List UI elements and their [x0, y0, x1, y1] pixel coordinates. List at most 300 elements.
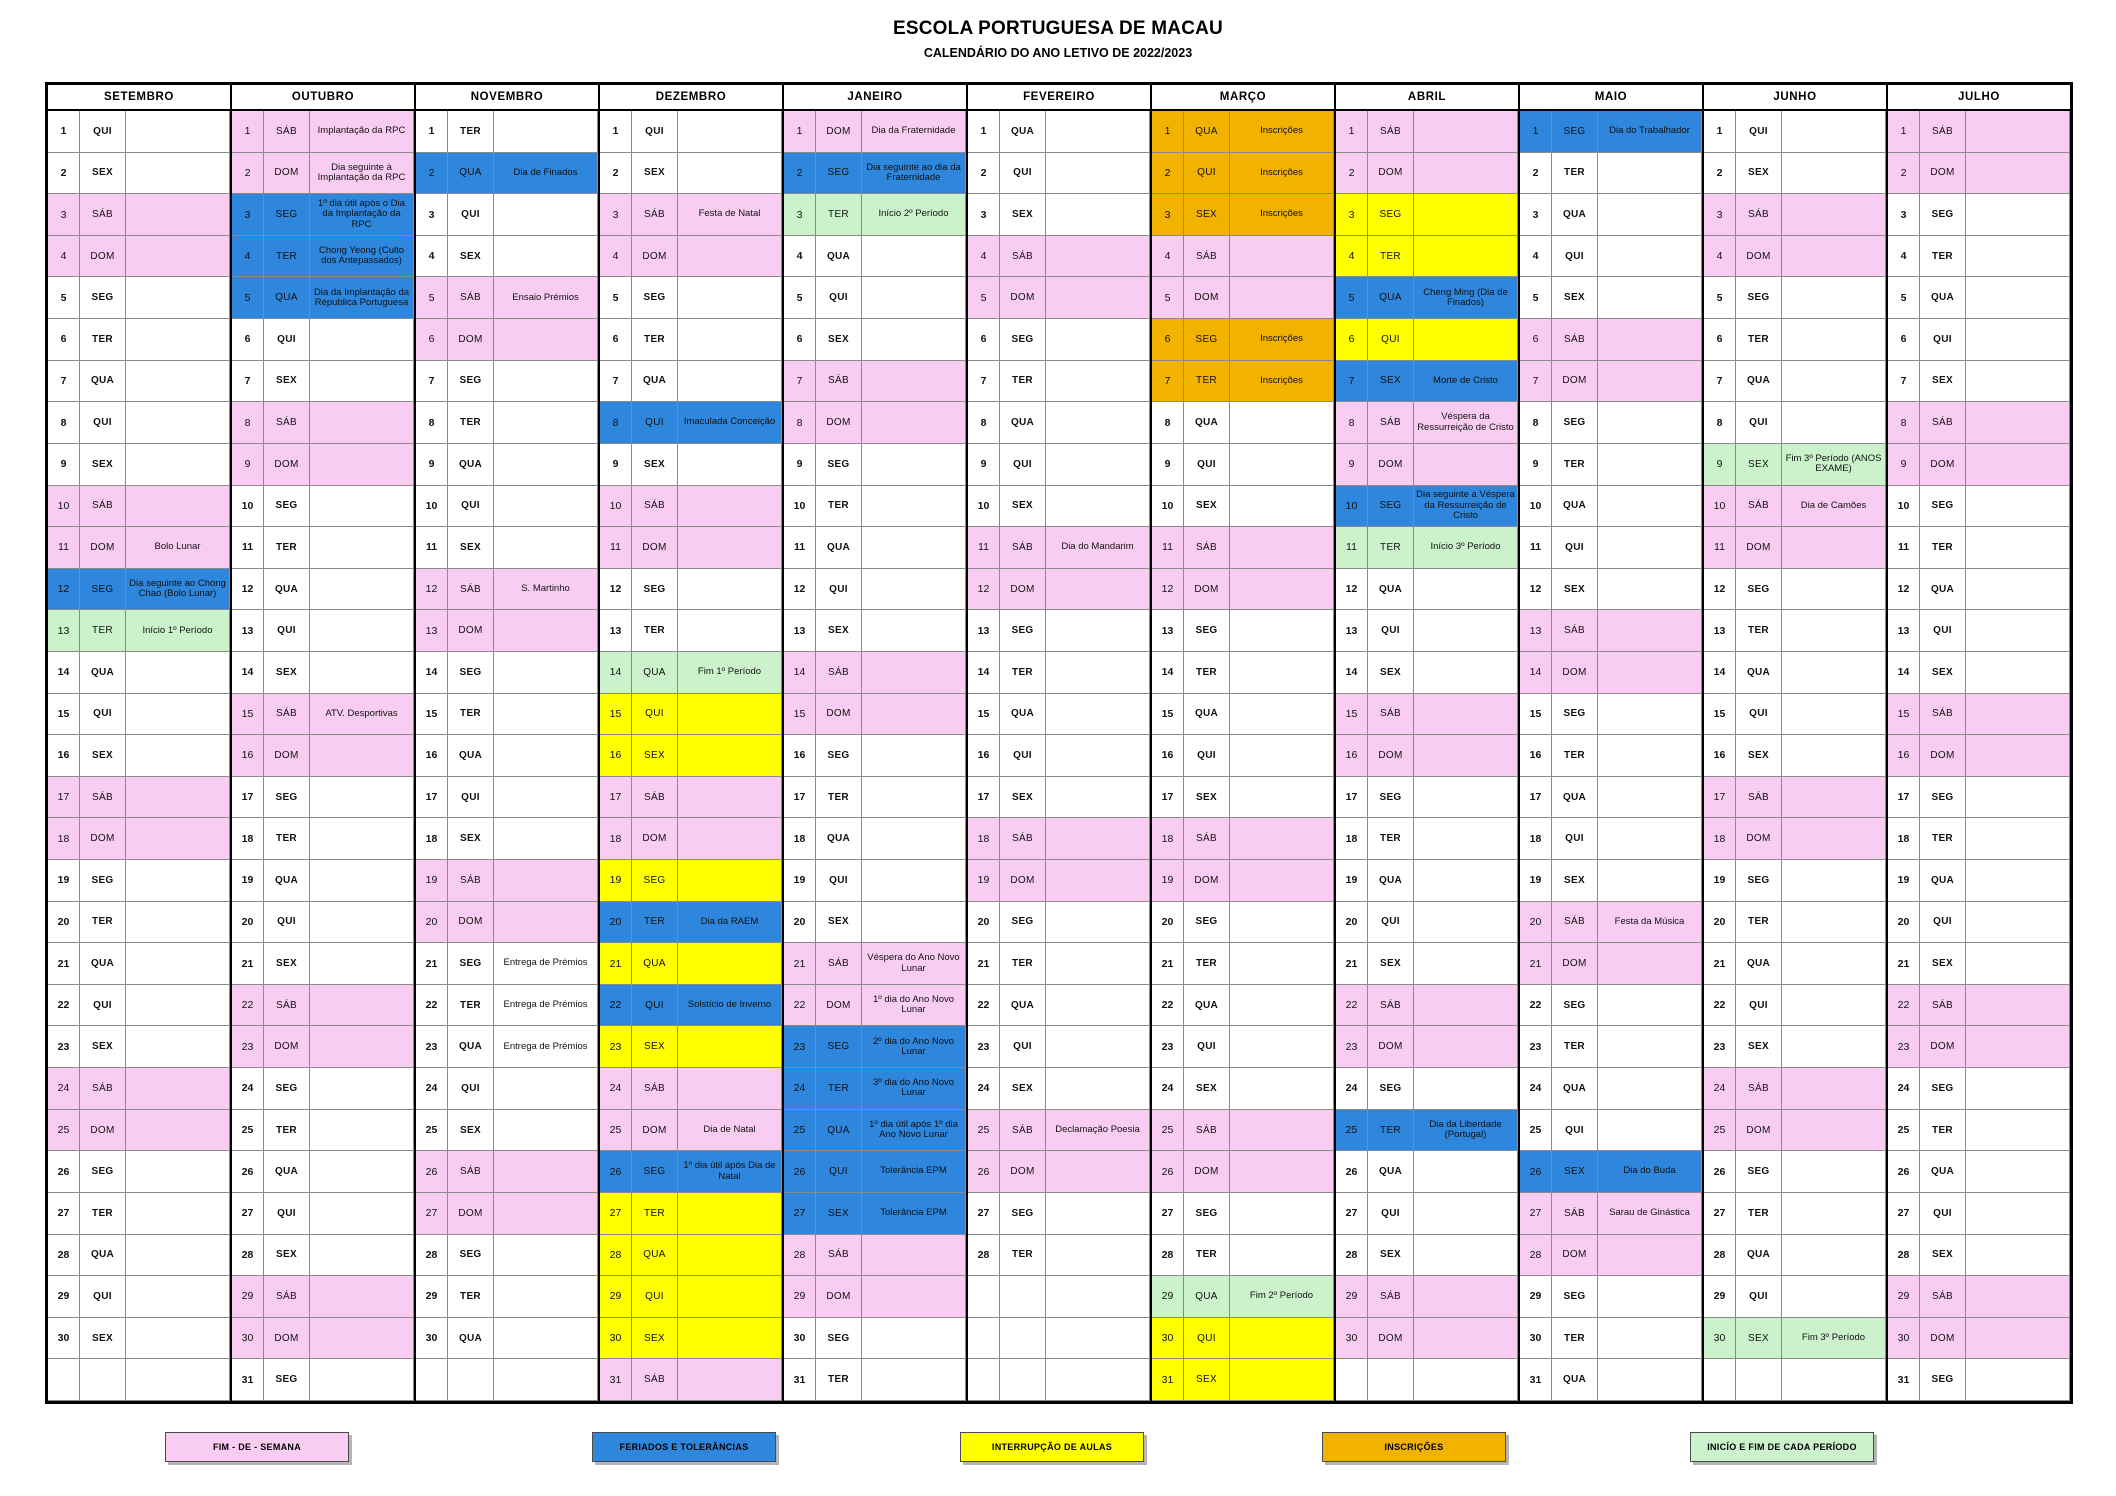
day-number-cell: 23 — [1336, 1026, 1368, 1068]
day-number-cell: 24 — [1520, 1068, 1552, 1110]
day-number-cell: 11 — [416, 527, 448, 569]
day-number-cell: 6 — [600, 319, 632, 361]
day-number-cell: 28 — [600, 1235, 632, 1277]
note-cell: Ensaio Prémios — [494, 277, 598, 319]
note-cell — [126, 902, 230, 944]
weekday-cell: DOM — [80, 236, 126, 278]
day-number-cell: 6 — [784, 319, 816, 361]
day-number-cell: 18 — [784, 818, 816, 860]
day-number-cell: 19 — [1704, 860, 1736, 902]
day-number-cell: 25 — [968, 1110, 1000, 1152]
day-number-cell: 20 — [968, 902, 1000, 944]
weekday-cell: SÁB — [1736, 777, 1782, 819]
day-number-cell: 14 — [1336, 652, 1368, 694]
weekday-cell: SEX — [816, 610, 862, 652]
note-cell — [1598, 1359, 1702, 1401]
weekday-cell: DOM — [1920, 1318, 1966, 1360]
weekday-cell: SEX — [1736, 735, 1782, 777]
day-number-cell: 1 — [232, 111, 264, 153]
note-cell — [1598, 153, 1702, 195]
weekday-cell: SEG — [816, 1318, 862, 1360]
weekday-cell: TER — [1736, 1193, 1782, 1235]
day-number-cell — [968, 1359, 1000, 1401]
weekday-cell: SEG — [1552, 111, 1598, 153]
note-cell — [1414, 1068, 1518, 1110]
weekday-cell: SEG — [1368, 777, 1414, 819]
note-cell — [126, 236, 230, 278]
day-number-cell: 27 — [48, 1193, 80, 1235]
day-number-cell: 19 — [1152, 860, 1184, 902]
weekday-cell: SEG — [816, 153, 862, 195]
weekday-cell: QUA — [1736, 1235, 1782, 1277]
weekday-cell: DOM — [816, 1276, 862, 1318]
note-cell — [1414, 1235, 1518, 1277]
note-cell — [494, 652, 598, 694]
note-cell — [678, 277, 782, 319]
note-cell — [494, 1193, 598, 1235]
day-number-cell: 28 — [968, 1235, 1000, 1277]
note-cell — [1598, 1068, 1702, 1110]
note-cell — [862, 402, 966, 444]
day-number-cell: 28 — [1520, 1235, 1552, 1277]
note-cell: Dia de Finados — [494, 153, 598, 195]
day-number-cell: 10 — [1888, 486, 1920, 528]
note-cell — [678, 735, 782, 777]
weekday-cell: QUA — [1920, 277, 1966, 319]
weekday-cell: DOM — [264, 153, 310, 195]
weekday-cell: DOM — [1184, 860, 1230, 902]
day-number-cell: 30 — [1704, 1318, 1736, 1360]
weekday-cell: SÁB — [632, 1068, 678, 1110]
note-cell — [1598, 735, 1702, 777]
day-number-cell: 25 — [416, 1110, 448, 1152]
note-cell — [1966, 735, 2070, 777]
note-cell: Inscrições — [1230, 153, 1334, 195]
day-number-cell: 16 — [232, 735, 264, 777]
weekday-cell: QUA — [1368, 277, 1414, 319]
note-cell — [1782, 818, 1886, 860]
weekday-cell: DOM — [264, 1318, 310, 1360]
note-cell — [1230, 1318, 1334, 1360]
weekday-cell: SEX — [264, 652, 310, 694]
day-number-cell: 7 — [1888, 361, 1920, 403]
note-cell — [1414, 111, 1518, 153]
day-number-cell: 1 — [1152, 111, 1184, 153]
weekday-cell: DOM — [448, 902, 494, 944]
weekday-cell: DOM — [1368, 1026, 1414, 1068]
day-number-cell: 23 — [416, 1026, 448, 1068]
day-number-cell: 7 — [1336, 361, 1368, 403]
day-number-cell: 19 — [968, 860, 1000, 902]
note-cell — [1966, 569, 2070, 611]
weekday-cell: TER — [816, 777, 862, 819]
month-novembro — [416, 85, 600, 1401]
note-cell — [1414, 943, 1518, 985]
weekday-cell: TER — [816, 1068, 862, 1110]
weekday-cell: QUI — [1368, 610, 1414, 652]
weekday-cell: SÁB — [1368, 1276, 1414, 1318]
note-cell — [1046, 153, 1150, 195]
note-cell: Fim 3º Período — [1782, 1318, 1886, 1360]
day-number-cell: 9 — [48, 444, 80, 486]
weekday-cell: TER — [448, 1276, 494, 1318]
weekday-cell: SEG — [448, 361, 494, 403]
note-cell: Implantação da RPC — [310, 111, 414, 153]
weekday-cell: SÁB — [1736, 194, 1782, 236]
day-number-cell: 24 — [1336, 1068, 1368, 1110]
note-cell — [494, 1068, 598, 1110]
weekday-cell: QUI — [1736, 694, 1782, 736]
day-number-cell: 23 — [48, 1026, 80, 1068]
note-cell — [1782, 735, 1886, 777]
note-cell — [1966, 319, 2070, 361]
note-cell — [1046, 735, 1150, 777]
day-number-cell: 19 — [600, 860, 632, 902]
day-number-cell: 4 — [416, 236, 448, 278]
weekday-cell: QUI — [448, 777, 494, 819]
note-cell — [1414, 652, 1518, 694]
day-number-cell: 24 — [48, 1068, 80, 1110]
weekday-cell: SEG — [816, 1026, 862, 1068]
note-cell: Entrega de Prémios — [494, 1026, 598, 1068]
note-cell — [1230, 486, 1334, 528]
day-number-cell: 22 — [784, 985, 816, 1027]
weekday-cell: DOM — [1552, 1235, 1598, 1277]
page-title: ESCOLA PORTUGUESA DE MACAU — [893, 18, 1223, 39]
weekday-cell: DOM — [1736, 527, 1782, 569]
note-cell — [1230, 902, 1334, 944]
note-cell — [310, 402, 414, 444]
weekday-cell: QUI — [816, 569, 862, 611]
weekday-cell: SÁB — [1736, 1068, 1782, 1110]
note-cell — [310, 319, 414, 361]
note-cell: Dia de Natal — [678, 1110, 782, 1152]
day-number-cell: 15 — [48, 694, 80, 736]
day-number-cell: 6 — [1520, 319, 1552, 361]
weekday-cell: QUA — [1184, 111, 1230, 153]
day-number-cell: 29 — [1336, 1276, 1368, 1318]
note-cell — [1414, 818, 1518, 860]
day-number-cell: 24 — [1704, 1068, 1736, 1110]
day-number-cell: 30 — [1336, 1318, 1368, 1360]
weekday-cell: QUI — [1184, 444, 1230, 486]
day-number-cell: 25 — [1520, 1110, 1552, 1152]
weekday-cell: SEX — [264, 361, 310, 403]
note-cell — [1046, 194, 1150, 236]
note-cell — [862, 818, 966, 860]
weekday-cell: DOM — [80, 1110, 126, 1152]
weekday-cell: TER — [1736, 902, 1782, 944]
note-cell: Solstício de Inverno — [678, 985, 782, 1027]
day-number-cell: 27 — [968, 1193, 1000, 1235]
weekday-cell: DOM — [632, 236, 678, 278]
day-number-cell: 28 — [48, 1235, 80, 1277]
day-number-cell: 16 — [784, 735, 816, 777]
weekday-cell: SÁB — [1552, 1193, 1598, 1235]
day-number-cell: 19 — [1888, 860, 1920, 902]
weekday-cell: QUA — [632, 943, 678, 985]
weekday-cell: QUA — [1368, 1151, 1414, 1193]
day-number-cell: 10 — [48, 486, 80, 528]
day-number-cell: 30 — [416, 1318, 448, 1360]
note-cell — [126, 1026, 230, 1068]
note-cell — [1966, 153, 2070, 195]
note-cell — [1046, 610, 1150, 652]
weekday-cell: DOM — [1920, 153, 1966, 195]
weekday-cell: SEX — [1736, 444, 1782, 486]
day-number-cell: 22 — [968, 985, 1000, 1027]
note-cell — [1414, 319, 1518, 361]
weekday-cell: SEX — [1184, 1359, 1230, 1401]
day-number-cell: 4 — [232, 236, 264, 278]
note-cell — [1782, 569, 1886, 611]
day-number-cell: 1 — [1888, 111, 1920, 153]
weekday-cell: SEG — [80, 569, 126, 611]
note-cell — [1046, 444, 1150, 486]
day-number-cell: 26 — [416, 1151, 448, 1193]
note-cell — [494, 1235, 598, 1277]
note-cell — [310, 860, 414, 902]
day-number-cell: 25 — [1152, 1110, 1184, 1152]
note-cell — [126, 1068, 230, 1110]
day-number-cell: 18 — [416, 818, 448, 860]
day-number-cell: 1 — [416, 111, 448, 153]
day-number-cell: 12 — [968, 569, 1000, 611]
weekday-cell: SÁB — [264, 985, 310, 1027]
month-header: DEZEMBRO — [600, 85, 782, 111]
day-number-cell: 16 — [600, 735, 632, 777]
day-number-cell: 24 — [1152, 1068, 1184, 1110]
note-cell — [1782, 1068, 1886, 1110]
weekday-cell: QUI — [80, 402, 126, 444]
note-cell — [1966, 444, 2070, 486]
weekday-cell: QUI — [264, 319, 310, 361]
weekday-cell: QUA — [1552, 194, 1598, 236]
weekday-cell: SEX — [1184, 194, 1230, 236]
weekday-cell: SEG — [1368, 1068, 1414, 1110]
note-cell — [1230, 818, 1334, 860]
weekday-cell: SEX — [448, 1110, 494, 1152]
day-number-cell: 5 — [48, 277, 80, 319]
weekday-cell: QUI — [1920, 902, 1966, 944]
weekday-cell: SEX — [1184, 1068, 1230, 1110]
note-cell — [126, 1151, 230, 1193]
day-number-cell: 28 — [416, 1235, 448, 1277]
note-cell — [1966, 111, 2070, 153]
day-number-cell — [968, 1318, 1000, 1360]
weekday-cell: QUA — [448, 1318, 494, 1360]
note-cell — [1046, 985, 1150, 1027]
note-cell — [1414, 777, 1518, 819]
weekday-cell: TER — [632, 319, 678, 361]
note-cell: Morte de Cristo — [1414, 361, 1518, 403]
weekday-cell: QUI — [1184, 1026, 1230, 1068]
day-number-cell: 11 — [1704, 527, 1736, 569]
note-cell — [1782, 1026, 1886, 1068]
note-cell — [678, 694, 782, 736]
day-number-cell: 15 — [1520, 694, 1552, 736]
weekday-cell: QUI — [1368, 902, 1414, 944]
note-cell — [1966, 361, 2070, 403]
note-cell — [1598, 486, 1702, 528]
weekday-cell: QUA — [1000, 985, 1046, 1027]
weekday-cell: QUA — [816, 1110, 862, 1152]
day-number-cell: 3 — [600, 194, 632, 236]
note-cell: Dia da Fraternidade — [862, 111, 966, 153]
day-number-cell: 6 — [1152, 319, 1184, 361]
weekday-cell: SEG — [264, 194, 310, 236]
weekday-cell: TER — [1368, 1110, 1414, 1152]
note-cell — [1046, 1068, 1150, 1110]
day-number-cell: 20 — [784, 902, 816, 944]
note-cell — [1782, 194, 1886, 236]
weekday-cell: DOM — [1184, 1151, 1230, 1193]
weekday-cell: TER — [816, 194, 862, 236]
weekday-cell: SÁB — [448, 860, 494, 902]
day-number-cell: 14 — [416, 652, 448, 694]
note-cell — [1598, 1110, 1702, 1152]
day-number-cell: 7 — [1520, 361, 1552, 403]
note-cell: Declamação Poesia — [1046, 1110, 1150, 1152]
month-header: ABRIL — [1336, 85, 1518, 111]
weekday-cell: QUA — [264, 569, 310, 611]
weekday-cell: QUI — [264, 610, 310, 652]
day-number-cell: 12 — [232, 569, 264, 611]
note-cell — [126, 1235, 230, 1277]
weekday-cell: TER — [1184, 361, 1230, 403]
note-cell: Dia do Mandarim — [1046, 527, 1150, 569]
note-cell — [1230, 860, 1334, 902]
note-cell — [126, 402, 230, 444]
weekday-cell: TER — [448, 402, 494, 444]
note-cell — [1782, 652, 1886, 694]
weekday-cell: QUA — [80, 361, 126, 403]
note-cell — [1966, 1068, 2070, 1110]
weekday-cell: SEG — [1552, 985, 1598, 1027]
note-cell — [126, 194, 230, 236]
day-number-cell: 15 — [784, 694, 816, 736]
day-number-cell: 2 — [600, 153, 632, 195]
note-cell — [1782, 1276, 1886, 1318]
day-number-cell: 1 — [1336, 111, 1368, 153]
month-outubro — [232, 85, 416, 1401]
weekday-cell: TER — [1000, 361, 1046, 403]
note-cell — [1230, 694, 1334, 736]
note-cell — [678, 818, 782, 860]
day-number-cell: 9 — [784, 444, 816, 486]
note-cell — [126, 486, 230, 528]
note-cell: Dia da RAEM — [678, 902, 782, 944]
day-number-cell: 1 — [600, 111, 632, 153]
weekday-cell: QUI — [1736, 111, 1782, 153]
note-cell — [1230, 444, 1334, 486]
weekday-cell: SEX — [632, 153, 678, 195]
day-number-cell: 10 — [1336, 486, 1368, 528]
note-cell — [126, 1193, 230, 1235]
day-number-cell: 30 — [1888, 1318, 1920, 1360]
weekday-cell: DOM — [632, 818, 678, 860]
day-number-cell: 3 — [1704, 194, 1736, 236]
note-cell — [1782, 1151, 1886, 1193]
weekday-cell: SÁB — [632, 486, 678, 528]
day-number-cell: 1 — [968, 111, 1000, 153]
day-number-cell: 12 — [1704, 569, 1736, 611]
note-cell — [678, 569, 782, 611]
weekday-cell: SÁB — [80, 777, 126, 819]
note-cell — [310, 610, 414, 652]
day-number-cell: 14 — [968, 652, 1000, 694]
weekday-cell: QUI — [1000, 735, 1046, 777]
weekday-cell — [1368, 1359, 1414, 1401]
day-number-cell: 5 — [1704, 277, 1736, 319]
note-cell — [126, 444, 230, 486]
note-cell — [1230, 277, 1334, 319]
note-cell — [1598, 860, 1702, 902]
day-number-cell: 15 — [1152, 694, 1184, 736]
weekday-cell — [1000, 1359, 1046, 1401]
weekday-cell: TER — [1920, 527, 1966, 569]
day-number-cell: 23 — [1152, 1026, 1184, 1068]
note-cell — [1414, 194, 1518, 236]
day-number-cell: 14 — [784, 652, 816, 694]
day-number-cell: 16 — [1336, 735, 1368, 777]
weekday-cell: DOM — [1000, 1151, 1046, 1193]
note-cell — [1782, 319, 1886, 361]
day-number-cell: 10 — [232, 486, 264, 528]
day-number-cell: 2 — [232, 153, 264, 195]
weekday-cell: SEX — [632, 444, 678, 486]
note-cell: Dia da Implantação da Républica Portuguesa — [310, 277, 414, 319]
weekday-cell: QUI — [632, 111, 678, 153]
day-number-cell: 5 — [1336, 277, 1368, 319]
note-cell — [1046, 1193, 1150, 1235]
day-number-cell: 12 — [784, 569, 816, 611]
weekday-cell: QUI — [1000, 153, 1046, 195]
note-cell — [1782, 985, 1886, 1027]
day-number-cell: 25 — [1704, 1110, 1736, 1152]
day-number-cell: 11 — [48, 527, 80, 569]
weekday-cell: QUA — [1368, 860, 1414, 902]
weekday-cell: QUA — [264, 860, 310, 902]
day-number-cell: 24 — [784, 1068, 816, 1110]
note-cell — [1782, 860, 1886, 902]
day-number-cell: 29 — [416, 1276, 448, 1318]
note-cell — [494, 902, 598, 944]
weekday-cell: SÁB — [1184, 818, 1230, 860]
weekday-cell: DOM — [264, 735, 310, 777]
weekday-cell: TER — [1368, 236, 1414, 278]
day-number-cell: 6 — [1888, 319, 1920, 361]
day-number-cell: 22 — [600, 985, 632, 1027]
day-number-cell: 4 — [1336, 236, 1368, 278]
note-cell — [494, 1359, 598, 1401]
weekday-cell: TER — [816, 486, 862, 528]
day-number-cell: 16 — [1152, 735, 1184, 777]
day-number-cell: 29 — [48, 1276, 80, 1318]
month-dezembro — [600, 85, 784, 1401]
weekday-cell — [1736, 1359, 1782, 1401]
note-cell — [678, 1235, 782, 1277]
note-cell — [1230, 652, 1334, 694]
note-cell: Fim 2º Período — [1230, 1276, 1334, 1318]
weekday-cell: QUI — [816, 860, 862, 902]
day-number-cell: 17 — [232, 777, 264, 819]
day-number-cell: 9 — [1704, 444, 1736, 486]
note-cell — [1414, 1318, 1518, 1360]
day-number-cell: 26 — [968, 1151, 1000, 1193]
note-cell — [1046, 652, 1150, 694]
day-number-cell: 13 — [48, 610, 80, 652]
